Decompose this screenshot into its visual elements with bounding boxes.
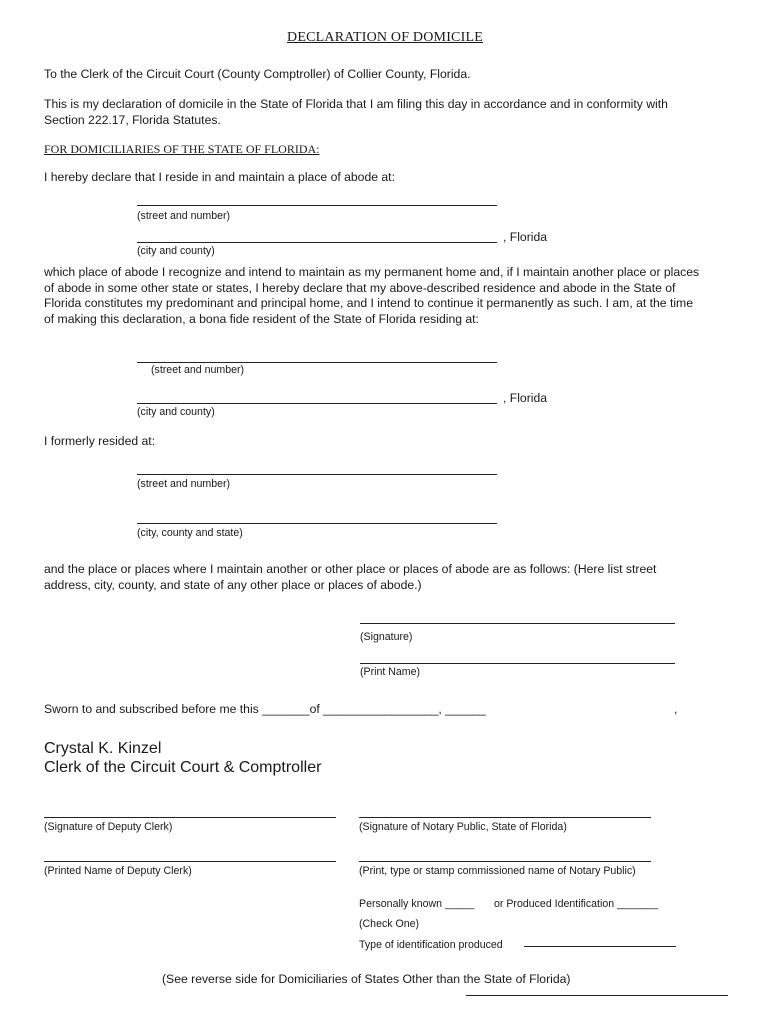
street-number-label-1: (street and number) — [137, 210, 231, 222]
notary-signature-line[interactable] — [359, 817, 651, 818]
former-city-line[interactable] — [137, 523, 497, 524]
street-number-line-1[interactable] — [137, 205, 497, 206]
clerk-title: Clerk of the Circuit Court & Comptroller — [44, 759, 322, 776]
deputy-printed-name-line[interactable] — [44, 861, 336, 862]
addressee-text: To the Clerk of the Circuit Court (County Comptroller) of Collier County, Florida. — [44, 67, 471, 81]
notary-signature-label: (Signature of Notary Public, State of Florida) — [359, 821, 567, 833]
deputy-signature-line[interactable] — [44, 817, 336, 818]
former-city-label: (city, county and state) — [137, 527, 243, 539]
florida-suffix-1: , Florida — [503, 230, 548, 244]
notary-print-name-label: (Print, type or stamp commissioned name of Notary Public) — [359, 865, 636, 877]
former-street-label: (street and number) — [137, 478, 231, 490]
deputy-printed-name-label: (Printed Name of Deputy Clerk) — [44, 865, 192, 877]
footer-note: (See reverse side for Domiciliaries of States Other than the State of Florida) — [162, 972, 571, 986]
sworn-comma: , — [674, 702, 678, 716]
city-county-label-2: (city and county) — [137, 406, 215, 418]
sworn-text: Sworn to and subscribed before me this _______of _________________, ______ — [44, 702, 486, 716]
id-type-label: Type of identification produced — [359, 939, 503, 951]
notary-print-name-line[interactable] — [359, 861, 651, 862]
signature-line[interactable] — [360, 623, 675, 624]
abode-paragraph: which place of abode I recognize and intend to maintain as my permanent home and, if I maintain another place or places of abode in some other state or states, I hereby declare that my above-described residence and abode in the State of Florida constitutes my predominant and principal home, and I intend to continue it permanently as such. I am, at the time of making this declaration, a bona fide resident of the State of Florida residing at: — [44, 265, 700, 326]
personally-known-option[interactable]: Personally known _____ — [359, 898, 475, 910]
former-street-line[interactable] — [137, 474, 497, 475]
print-name-line[interactable] — [360, 663, 675, 664]
signature-label: (Signature) — [360, 631, 413, 643]
intro-paragraph: This is my declaration of domicile in the State of Florida that I am filing this day in accordance and in conformity with Section 222.17, Florida Statutes. — [44, 97, 668, 127]
city-county-label-1: (city and county) — [137, 245, 215, 257]
street-number-label-2: (street and number) — [151, 364, 245, 376]
florida-suffix-2: , Florida — [503, 391, 548, 405]
deputy-signature-label: (Signature of Deputy Clerk) — [44, 821, 173, 833]
check-one-text: (Check One) — [359, 918, 420, 930]
other-places-paragraph: and the place or places where I maintain another or other place or places of abode are as follows: (Here list street address, city, county, and state of any other place or places of abode.) — [44, 562, 657, 592]
formerly-resided-text: I formerly resided at: — [44, 434, 156, 448]
produced-id-option[interactable]: or Produced Identification _______ — [494, 898, 659, 910]
declare-text: I hereby declare that I reside in and maintain a place of abode at: — [44, 170, 395, 184]
id-type-line[interactable] — [524, 946, 676, 947]
print-name-label: (Print Name) — [360, 666, 421, 678]
city-county-line-2[interactable] — [137, 403, 497, 404]
section-heading: FOR DOMICILIARIES OF THE STATE OF FLORIDA: — [44, 142, 320, 156]
clerk-name: Crystal K. Kinzel — [44, 740, 162, 757]
street-number-line-2[interactable] — [137, 362, 497, 363]
page-title: DECLARATION OF DOMICILE — [287, 30, 483, 45]
footer-line — [466, 995, 728, 996]
city-county-line-1[interactable] — [137, 242, 497, 243]
